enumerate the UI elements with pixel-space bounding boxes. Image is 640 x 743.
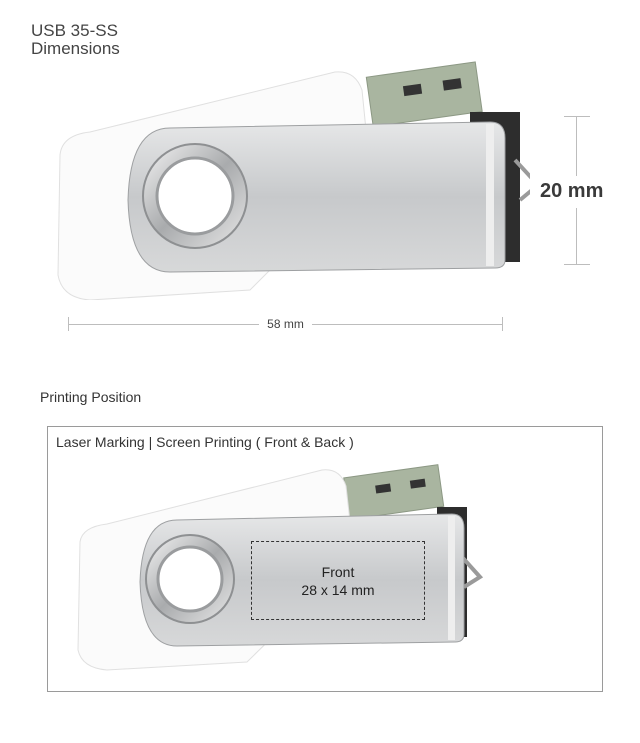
length-label: 58 mm [259, 317, 312, 331]
height-label: 20 mm [540, 180, 604, 202]
printing-methods-label: Laser Marking | Screen Printing ( Front & Back ) [56, 434, 354, 450]
usb-connector [344, 465, 444, 520]
dim-tick-bottom [564, 264, 590, 265]
product-subtitle: Dimensions [31, 39, 120, 58]
dim-tick-top [564, 116, 590, 117]
print-area-size: 28 x 14 mm [301, 582, 375, 598]
print-area-front [251, 541, 425, 620]
length-dimension [68, 314, 503, 334]
dim-line-vertical-top [576, 116, 577, 176]
dim-line-vertical-bottom [576, 208, 577, 265]
product-model: USB 35-SS [31, 21, 118, 40]
printing-section-title: Printing Position [40, 389, 142, 405]
print-area-side: Front [321, 564, 355, 580]
product-title [31, 22, 120, 58]
usb-drive-image [50, 60, 530, 300]
usb-connector [366, 62, 482, 127]
